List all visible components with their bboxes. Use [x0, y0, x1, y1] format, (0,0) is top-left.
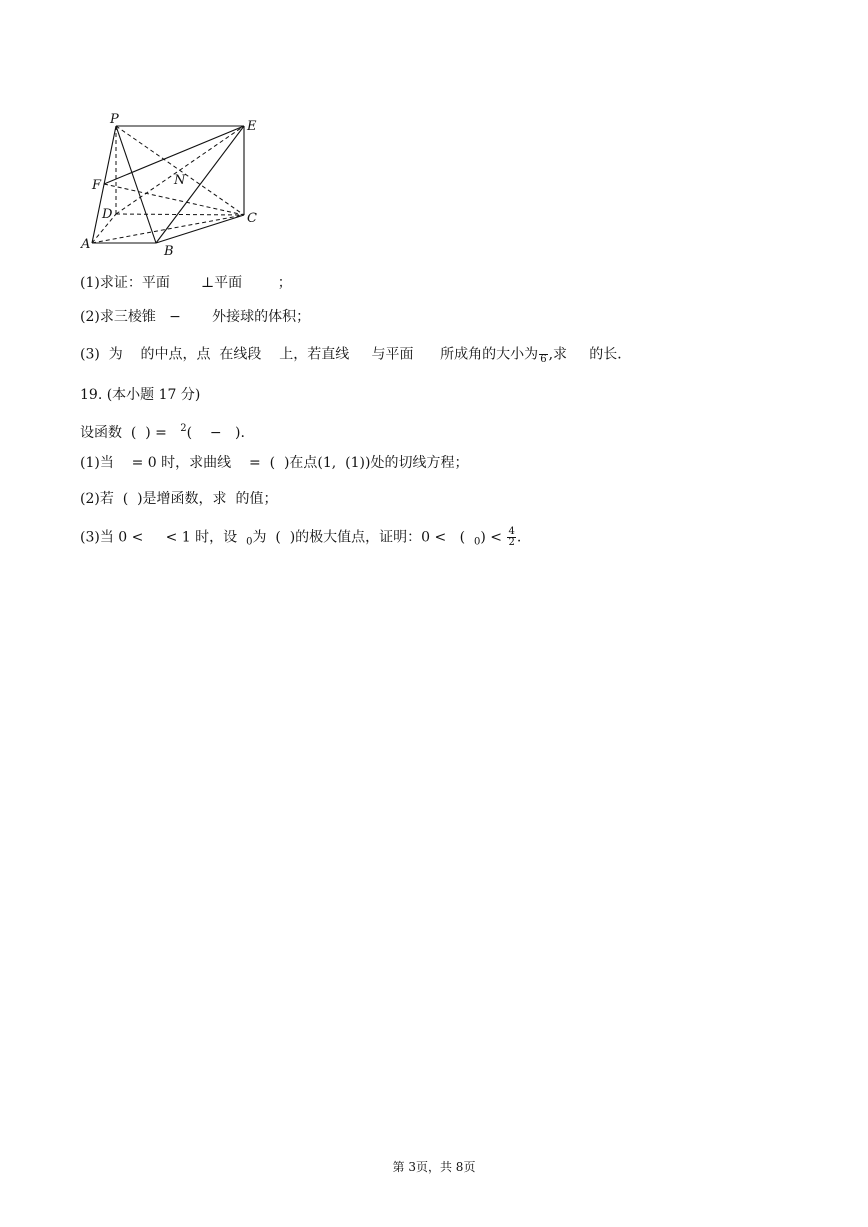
- geometry-figure: [76, 110, 276, 260]
- label-F: F: [92, 178, 102, 193]
- bound-fraction: [507, 527, 515, 548]
- q18-part3-text: (3) 为 的中点，点 在线段 上，若直线 与平面 所成角的大小为: [80, 346, 539, 363]
- label-D: D: [102, 207, 113, 222]
- q19-part3-end: .: [516, 529, 522, 546]
- q19-heading: 19. (本小题 17 分): [80, 387, 201, 403]
- edge-EB: [156, 126, 244, 243]
- bound-fraction-numerator: 4: [508, 526, 515, 537]
- q19-part3: [80, 527, 521, 553]
- q19-part3-text: (3)当 0 < < 1 时，设: [80, 529, 247, 546]
- q19-part3-subscript-1: 0: [473, 536, 481, 548]
- label-N: N: [174, 173, 186, 188]
- label-P: P: [110, 112, 119, 127]
- q19-def-exponent: 2: [180, 423, 187, 434]
- q19-part3-mid2: ) <: [480, 529, 507, 546]
- q19-part1: (1)当 = 0 时，求曲线 = ( )在点(1, (1))处的切线方程；: [80, 455, 469, 471]
- label-E: E: [247, 119, 257, 134]
- q18-part1: (1)求证：平面 ⊥平面 ；: [80, 275, 292, 291]
- angle-fraction-denominator: 6: [540, 354, 547, 365]
- edge-DC: [116, 214, 244, 215]
- edge-FC: [104, 184, 244, 215]
- pyramid-diagram: [76, 110, 276, 260]
- q19-part3-mid: 为 ( )的极大值点，证明：0 < (: [252, 529, 474, 546]
- label-A: A: [81, 237, 91, 252]
- q19-part2: (2)若 ( )是增函数，求 的值；: [80, 491, 278, 507]
- q18-part3-tail: ,求 的长．: [548, 346, 632, 363]
- label-C: C: [247, 211, 257, 226]
- q19-definition: [80, 419, 245, 443]
- q18-part2: (2)求三棱锥 − 外接球的体积；: [80, 309, 311, 325]
- q19-def-tail: ( − ).: [186, 425, 245, 441]
- edge-PB: [116, 126, 156, 243]
- page-footer: 第 3页，共 8页: [392, 1160, 476, 1174]
- label-B: B: [164, 244, 174, 259]
- q19-part3-subscript-0: 0: [246, 536, 253, 548]
- bound-fraction-denominator: 2: [508, 537, 515, 548]
- q18-part3: [80, 344, 631, 365]
- q19-def-text: 设函数 ( ) =: [80, 425, 181, 441]
- angle-fraction: [539, 344, 547, 365]
